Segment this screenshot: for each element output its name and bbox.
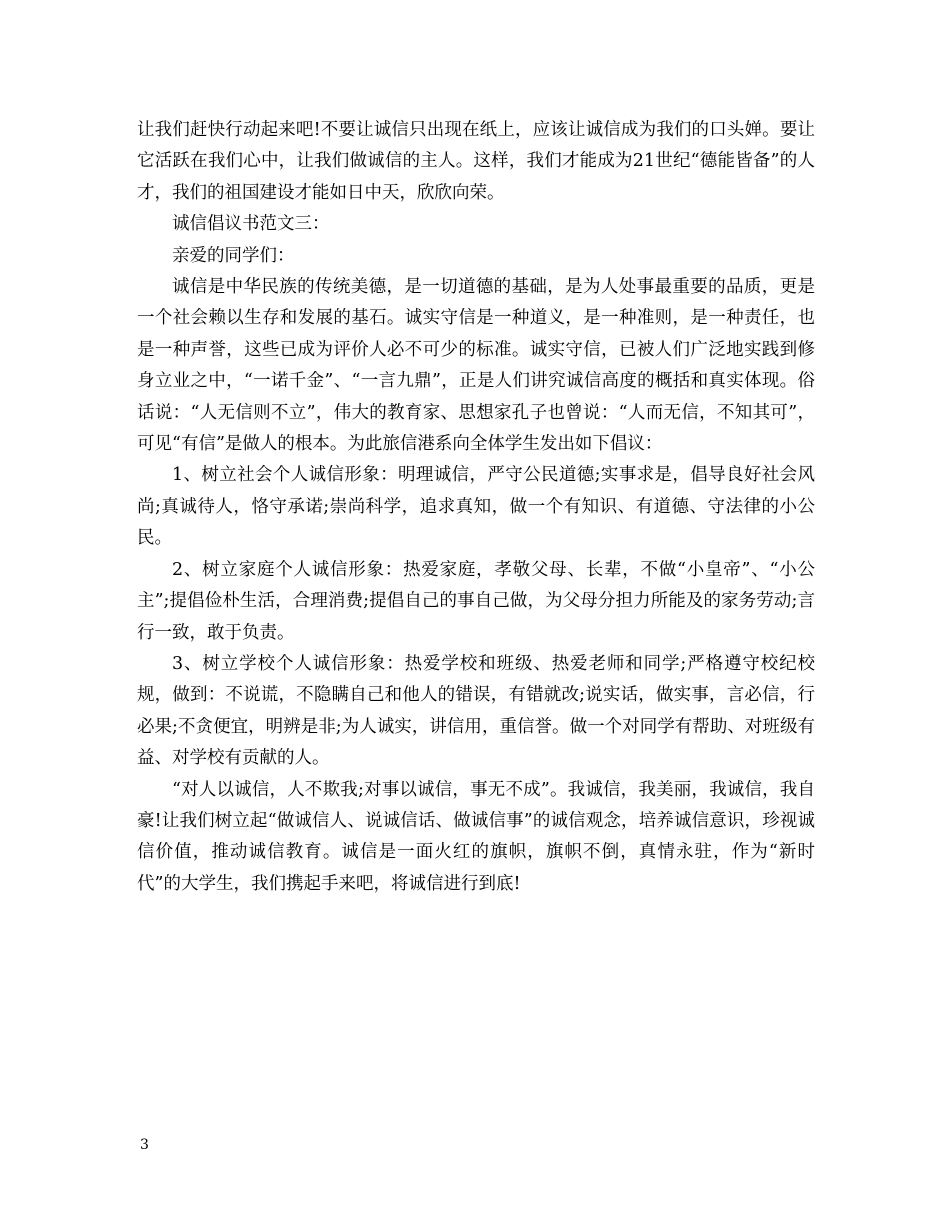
paragraph-proposal-3: 3、树立学校个人诚信形象：热爱学校和班级、热爱老师和同学;严格遵守校纪校规，做到：不说谎，不隐瞒自己和他人的错误，有错就改;说实话，做实事，言必信，行必果;不贪便宜，明辨是非;为人诚实，讲信用，重信誉。做一个对同学有帮助、对班级有益、对学校有贡献的人。 [137, 653, 815, 769]
paragraph-conclusion: “对人以诚信，人不欺我;对事以诚信，事无不成”。我诚信，我美丽，我诚信，我自豪!让我们树立起“做诚信人、说诚信话、做诚信事”的诚信观念，培养诚信意识，珍视诚信价值，推动诚信教育。诚信是一面火红的旗帜，旗帜不倒，真情永驻，作为“新时代”的大学生，我们携起手来吧，将诚信进行到底! [137, 779, 815, 894]
page-number: 3 [140, 1137, 149, 1153]
salutation: 亲爱的同学们： [172, 245, 295, 266]
paragraph-proposal-1: 1、树立社会个人诚信形象：明理诚信，严守公民道德;实事求是，倡导良好社会风尚;真诚待人，恪守承诺;崇尚科学，追求真知，做一个有知识、有道德、守法律的小公民。 [137, 465, 815, 549]
paragraph-intro: 诚信是中华民族的传统美德，是一切道德的基础，是为人处事最重要的品质，更是一个社会赖以生存和发展的基石。诚实守信是一种道义，是一种准则，是一种责任，也是一种声誉，这些已成为评价人必不可少的标准。诚实守信，已被人们广泛地实践到修身立业之中，“一诺千金”、“一言九鼎”，正是人们讲究诚信高度的概括和真实体现。俗话说：“人无信则不立”，伟大的教育家、思想家孔子也曾说：“人而无信，不知其可”，可见“有信”是做人的根本。为此旅信港系向全体学生发出如下倡议： [137, 277, 815, 455]
paragraph-proposal-2: 2、树立家庭个人诚信形象：热爱家庭，孝敬父母、长辈，不做“小皇帝”、“小公主”;提倡俭朴生活，合理消费;提倡自己的事自己做，为父母分担力所能及的家务劳动;言行一致，敢于负责。 [137, 559, 815, 643]
section-heading: 诚信倡议书范文三： [172, 214, 330, 235]
paragraph-closing-call: 让我们赶快行动起来吧!不要让诚信只出现在纸上，应该让诚信成为我们的口头婵。要让它活跃在我们心中，让我们做诚信的主人。这样，我们才能成为21世纪“德能皆备”的人才，我们的祖国建设才能如日中天，欣欣向荣。 [137, 120, 815, 203]
document-body [137, 115, 815, 900]
